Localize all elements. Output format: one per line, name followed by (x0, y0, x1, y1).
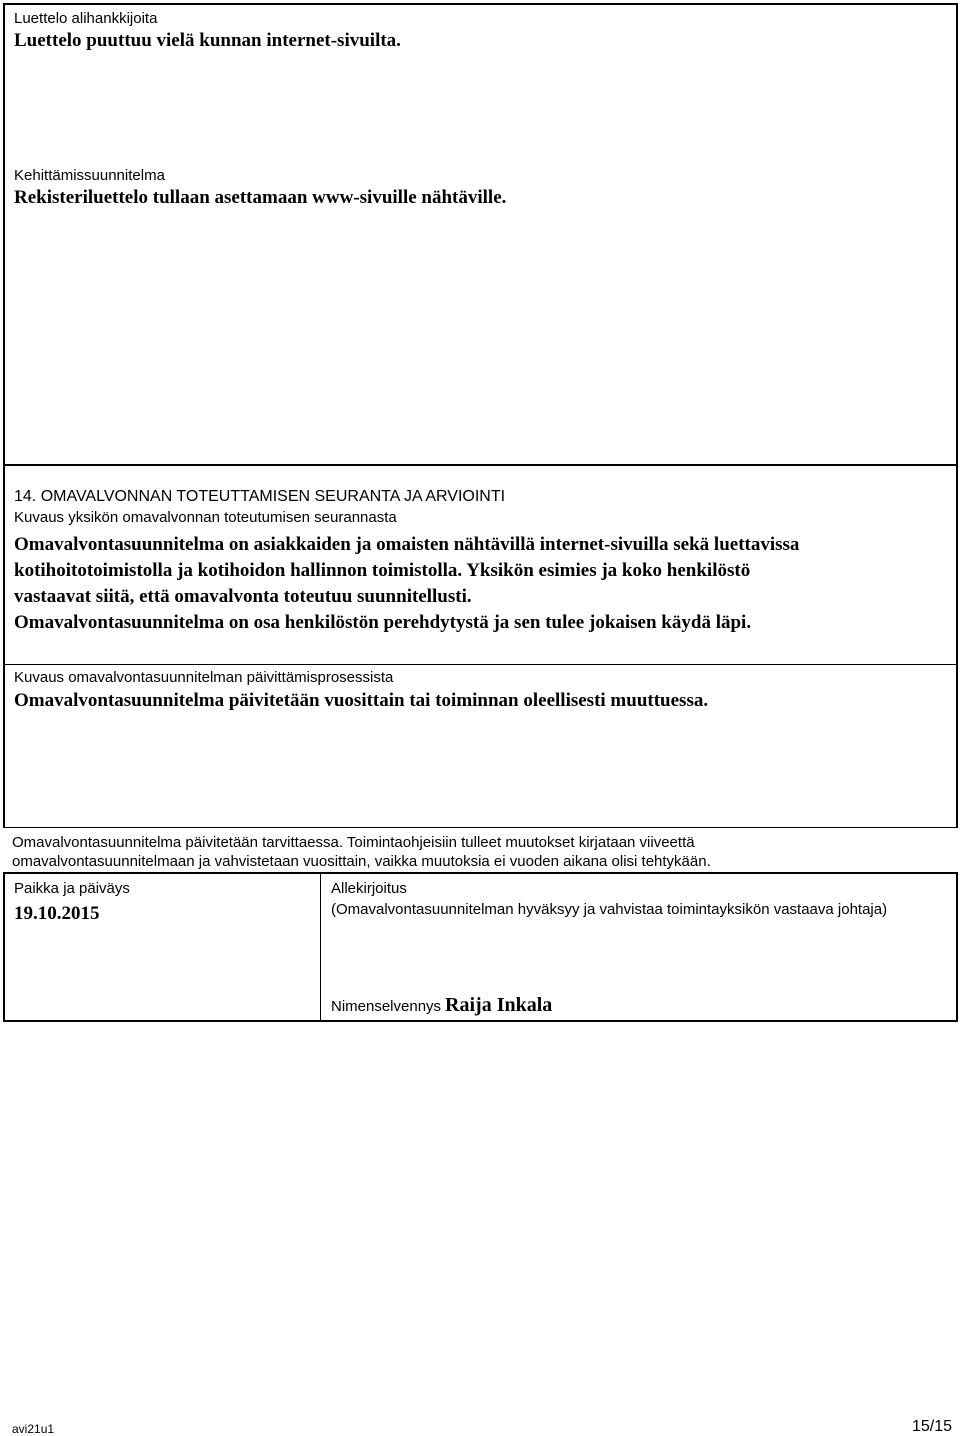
signature-label: Allekirjoitus (331, 880, 407, 897)
place-date-label: Paikka ja päiväys (14, 880, 130, 897)
follow-up-line-3: vastaavat siitä, että omavalvonta toteutuu suunnitellusti. (14, 586, 472, 607)
signer-name: Raija Inkala (445, 994, 553, 1016)
follow-up-line-4: Omavalvontasuunnitelma on osa henkilöstön perehdytystä ja sen tulee jokaisen käydä läpi. (14, 612, 752, 633)
signature-cell (320, 872, 958, 1022)
place-date-cell (3, 872, 321, 1022)
development-plan-text: Rekisteriluettelo tullaan asettamaan www-sivuille nähtäville. (14, 187, 507, 208)
follow-up-label: Kuvaus yksikön omavalvonnan toteutumisen seurannasta (14, 509, 397, 526)
follow-up-line-1: Omavalvontasuunnitelma on asiakkaiden ja omaisten nähtävillä internet-sivuilla sekä luettavissa (14, 534, 800, 555)
name-clarification (331, 994, 552, 1017)
footer-document-code: avi21u1 (12, 1422, 55, 1436)
subcontractor-box (3, 3, 958, 466)
signature-date: 19.10.2015 (14, 903, 100, 924)
update-process-box (3, 664, 958, 828)
signature-description: (Omavalvontasuunnitelman hyväksyy ja vahvistaa toimintayksikön vastaava johtaja) (331, 901, 888, 918)
development-plan-label: Kehittämissuunnitelma (14, 167, 165, 184)
subcontractor-text: Luettelo puuttuu vielä kunnan internet-sivuilta. (14, 30, 401, 51)
update-note-line-2: omavalvontasuunnitelmaan ja vahvistetaan vuosittain, vaikka muutoksia ei vuoden aikana olisi tehtykään. (12, 853, 711, 870)
section-14-heading: 14. OMAVALVONNAN TOTEUTTAMISEN SEURANTA JA ARVIOINTI (14, 488, 506, 505)
update-process-label: Kuvaus omavalvontasuunnitelman päivittämisprosessista (14, 669, 394, 686)
section-14-box (3, 464, 958, 665)
update-process-text: Omavalvontasuunnitelma päivitetään vuosittain tai toiminnan oleellisesti muuttuessa. (14, 690, 709, 711)
subcontractor-label: Luettelo alihankkijoita (14, 10, 158, 27)
name-clarification-label: Nimenselvennys (331, 998, 442, 1015)
update-note-line-1: Omavalvontasuunnitelma päivitetään tarvittaessa. Toimintaohjeisiin tulleet muutokset kirjataan viiveettä (12, 834, 695, 851)
follow-up-line-2: kotihoitotoimistolla ja kotihoidon hallinnon toimistolla. Yksikön esimies ja koko henkilöstö (14, 560, 751, 581)
footer-page-number: 15/15 (911, 1418, 952, 1435)
